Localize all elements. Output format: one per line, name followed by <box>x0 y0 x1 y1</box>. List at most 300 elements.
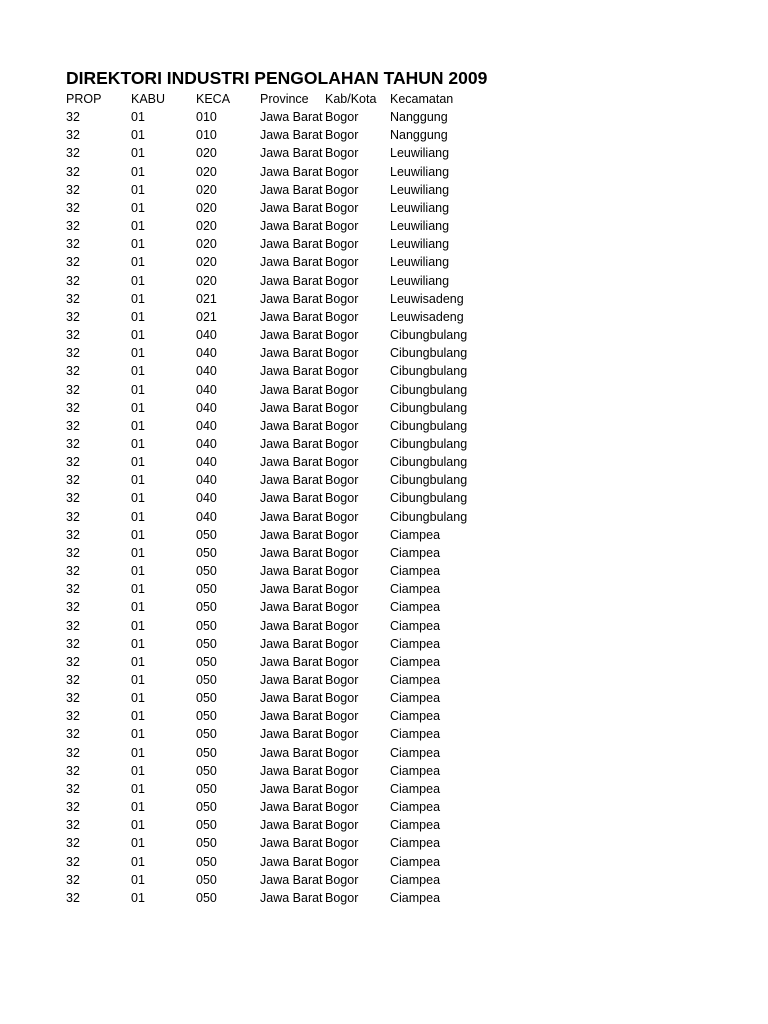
column-header-province: Province <box>260 92 309 106</box>
cell-kabu: 01 <box>131 673 145 687</box>
cell-kab-kota: Bogor <box>325 673 359 687</box>
cell-province: Jawa Barat <box>260 673 323 687</box>
table-row <box>66 489 726 507</box>
cell-kab-kota: Bogor <box>325 164 359 179</box>
cell-kabu: 01 <box>131 727 145 742</box>
cell-kab-kota: Bogor <box>325 255 359 270</box>
cell-kecamatan: Leuwiliang <box>390 182 450 197</box>
cell-kab-kota: Bogor <box>325 600 359 615</box>
cell-kecamatan: Ciampea <box>390 745 441 760</box>
cell-keca: 050 <box>196 654 217 669</box>
cell-province: Jawa Barat <box>260 618 323 633</box>
cell-kabu: 01 <box>131 890 145 905</box>
cell-prop: 32 <box>66 673 80 687</box>
cell-kabu: 01 <box>131 600 145 615</box>
cell-kabu: 01 <box>131 709 145 724</box>
cell-prop: 32 <box>66 309 80 324</box>
cell-kab-kota: Bogor <box>325 582 359 597</box>
cell-keca: 021 <box>196 291 217 306</box>
cell-prop: 32 <box>66 763 80 778</box>
cell-kabu: 01 <box>131 273 145 288</box>
table-row <box>66 725 726 743</box>
cell-kecamatan: Ciampea <box>390 600 441 615</box>
cell-kecamatan: Cibungbulang <box>390 473 468 488</box>
cell-kabu: 01 <box>131 781 145 796</box>
cell-province: Jawa Barat <box>260 328 323 343</box>
cell-prop: 32 <box>66 455 80 470</box>
cell-kab-kota: Bogor <box>325 473 359 488</box>
cell-province: Jawa Barat <box>260 382 323 397</box>
cell-kecamatan: Ciampea <box>390 527 441 542</box>
cell-keca: 050 <box>196 854 217 869</box>
cell-kecamatan: Cibungbulang <box>390 400 468 415</box>
cell-prop: 32 <box>66 654 80 669</box>
cell-kab-kota: Bogor <box>325 854 359 869</box>
cell-kab-kota: Bogor <box>325 564 359 579</box>
cell-kabu: 01 <box>131 400 145 415</box>
cell-prop: 32 <box>66 436 80 451</box>
cell-keca: 050 <box>196 582 217 597</box>
cell-prop: 32 <box>66 745 80 760</box>
table-row <box>66 290 726 308</box>
cell-kab-kota: Bogor <box>325 382 359 397</box>
cell-prop: 32 <box>66 364 80 379</box>
cell-prop: 32 <box>66 727 80 742</box>
cell-kab-kota: Bogor <box>325 545 359 560</box>
table-row <box>66 272 726 290</box>
cell-kecamatan: Ciampea <box>390 691 441 706</box>
table-row <box>66 453 726 471</box>
table-row <box>66 399 726 417</box>
table-row <box>66 508 726 526</box>
cell-keca: 010 <box>196 128 217 143</box>
cell-prop: 32 <box>66 582 80 597</box>
cell-keca: 040 <box>196 455 217 470</box>
cell-kab-kota: Bogor <box>325 745 359 760</box>
cell-keca: 040 <box>196 328 217 343</box>
cell-keca: 050 <box>196 636 217 651</box>
cell-kab-kota: Bogor <box>325 654 359 669</box>
cell-keca: 020 <box>196 146 217 161</box>
cell-keca: 040 <box>196 364 217 379</box>
column-header-kecamatan: Kecamatan <box>390 92 454 106</box>
cell-kabu: 01 <box>131 618 145 633</box>
cell-province: Jawa Barat <box>260 273 323 288</box>
cell-kecamatan: Leuwiliang <box>390 146 450 161</box>
cell-prop: 32 <box>66 800 80 815</box>
cell-prop: 32 <box>66 691 80 706</box>
cell-province: Jawa Barat <box>260 291 323 306</box>
cell-kecamatan: Cibungbulang <box>390 455 468 470</box>
cell-province: Jawa Barat <box>260 400 323 415</box>
cell-kab-kota: Bogor <box>325 364 359 379</box>
cell-prop: 32 <box>66 110 80 125</box>
cell-province: Jawa Barat <box>260 491 323 506</box>
cell-prop: 32 <box>66 418 80 433</box>
cell-keca: 050 <box>196 781 217 796</box>
cell-kecamatan: Ciampea <box>390 727 441 742</box>
cell-province: Jawa Barat <box>260 164 323 179</box>
cell-kab-kota: Bogor <box>325 309 359 324</box>
cell-province: Jawa Barat <box>260 110 323 125</box>
cell-kabu: 01 <box>131 491 145 506</box>
cell-kecamatan: Leuwisadeng <box>390 309 464 324</box>
table-row <box>66 108 726 126</box>
cell-kecamatan: Ciampea <box>390 890 441 905</box>
cell-prop: 32 <box>66 346 80 361</box>
cell-kab-kota: Bogor <box>325 291 359 306</box>
cell-province: Jawa Barat <box>260 309 323 324</box>
cell-province: Jawa Barat <box>260 200 323 215</box>
table-row <box>66 889 726 907</box>
table-row <box>66 671 726 689</box>
cell-kabu: 01 <box>131 128 145 143</box>
cell-prop: 32 <box>66 237 80 252</box>
cell-province: Jawa Barat <box>260 237 323 252</box>
cell-keca: 040 <box>196 418 217 433</box>
table-row <box>66 689 726 707</box>
cell-kab-kota: Bogor <box>325 709 359 724</box>
cell-keca: 050 <box>196 763 217 778</box>
cell-kecamatan: Cibungbulang <box>390 328 468 343</box>
cell-kab-kota: Bogor <box>325 618 359 633</box>
cell-province: Jawa Barat <box>260 255 323 270</box>
table-row <box>66 471 726 489</box>
cell-kab-kota: Bogor <box>325 237 359 252</box>
cell-prop: 32 <box>66 400 80 415</box>
cell-kabu: 01 <box>131 436 145 451</box>
cell-kab-kota: Bogor <box>325 800 359 815</box>
cell-prop: 32 <box>66 273 80 288</box>
cell-kab-kota: Bogor <box>325 128 359 143</box>
cell-keca: 020 <box>196 273 217 288</box>
cell-province: Jawa Barat <box>260 509 323 524</box>
cell-province: Jawa Barat <box>260 473 323 488</box>
cell-kabu: 01 <box>131 818 145 833</box>
cell-kabu: 01 <box>131 763 145 778</box>
cell-prop: 32 <box>66 473 80 488</box>
cell-province: Jawa Barat <box>260 854 323 869</box>
table-row <box>66 871 726 889</box>
cell-prop: 32 <box>66 545 80 560</box>
cell-prop: 32 <box>66 255 80 270</box>
cell-kab-kota: Bogor <box>325 146 359 161</box>
cell-kabu: 01 <box>131 654 145 669</box>
cell-kabu: 01 <box>131 418 145 433</box>
cell-keca: 050 <box>196 673 217 687</box>
cell-kecamatan: Ciampea <box>390 800 441 815</box>
cell-kecamatan: Ciampea <box>390 618 441 633</box>
cell-province: Jawa Barat <box>260 691 323 706</box>
cell-prop: 32 <box>66 491 80 506</box>
table-row <box>66 308 726 326</box>
cell-kecamatan: Cibungbulang <box>390 346 468 361</box>
cell-prop: 32 <box>66 200 80 215</box>
cell-prop: 32 <box>66 600 80 615</box>
cell-kecamatan: Ciampea <box>390 636 441 651</box>
cell-prop: 32 <box>66 872 80 887</box>
table-row <box>66 326 726 344</box>
cell-province: Jawa Barat <box>260 654 323 669</box>
cell-kecamatan: Ciampea <box>390 854 441 869</box>
cell-kabu: 01 <box>131 800 145 815</box>
column-header-kab-kota: Kab/Kota <box>325 92 377 106</box>
cell-prop: 32 <box>66 709 80 724</box>
cell-province: Jawa Barat <box>260 364 323 379</box>
cell-keca: 040 <box>196 400 217 415</box>
cell-kabu: 01 <box>131 636 145 651</box>
cell-kab-kota: Bogor <box>325 727 359 742</box>
cell-province: Jawa Barat <box>260 872 323 887</box>
cell-prop: 32 <box>66 854 80 869</box>
table-row <box>66 217 726 235</box>
cell-kabu: 01 <box>131 164 145 179</box>
cell-kecamatan: Leuwiliang <box>390 255 450 270</box>
cell-prop: 32 <box>66 527 80 542</box>
cell-kecamatan: Cibungbulang <box>390 436 468 451</box>
cell-prop: 32 <box>66 128 80 143</box>
cell-prop: 32 <box>66 890 80 905</box>
table-row <box>66 707 726 725</box>
cell-kabu: 01 <box>131 364 145 379</box>
cell-province: Jawa Barat <box>260 709 323 724</box>
cell-kabu: 01 <box>131 854 145 869</box>
column-header-prop: PROP <box>66 92 102 106</box>
table-row <box>66 617 726 635</box>
cell-kab-kota: Bogor <box>325 491 359 506</box>
table-row <box>66 544 726 562</box>
table-row <box>66 163 726 181</box>
cell-kab-kota: Bogor <box>325 273 359 288</box>
cell-kecamatan: Cibungbulang <box>390 364 468 379</box>
table-row <box>66 144 726 162</box>
cell-province: Jawa Barat <box>260 890 323 905</box>
cell-kabu: 01 <box>131 872 145 887</box>
directory-table <box>66 90 726 907</box>
cell-kecamatan: Nanggung <box>390 128 448 143</box>
cell-kabu: 01 <box>131 509 145 524</box>
cell-kabu: 01 <box>131 564 145 579</box>
column-header-keca: KECA <box>196 92 231 106</box>
cell-kabu: 01 <box>131 455 145 470</box>
cell-prop: 32 <box>66 564 80 579</box>
table-row <box>66 562 726 580</box>
cell-keca: 020 <box>196 237 217 252</box>
cell-kabu: 01 <box>131 836 145 851</box>
cell-kab-kota: Bogor <box>325 527 359 542</box>
cell-kabu: 01 <box>131 309 145 324</box>
cell-keca: 050 <box>196 890 217 905</box>
cell-kabu: 01 <box>131 182 145 197</box>
cell-kab-kota: Bogor <box>325 890 359 905</box>
cell-kab-kota: Bogor <box>325 781 359 796</box>
cell-kecamatan: Ciampea <box>390 673 441 687</box>
cell-keca: 040 <box>196 346 217 361</box>
table-row <box>66 417 726 435</box>
cell-prop: 32 <box>66 836 80 851</box>
cell-province: Jawa Barat <box>260 836 323 851</box>
cell-kecamatan: Leuwiliang <box>390 219 450 234</box>
cell-keca: 050 <box>196 600 217 615</box>
table-row <box>66 362 726 380</box>
cell-kabu: 01 <box>131 745 145 760</box>
cell-kabu: 01 <box>131 691 145 706</box>
cell-kecamatan: Leuwisadeng <box>390 291 464 306</box>
table-row <box>66 435 726 453</box>
cell-kecamatan: Leuwiliang <box>390 200 450 215</box>
cell-kecamatan: Ciampea <box>390 582 441 597</box>
cell-keca: 020 <box>196 164 217 179</box>
cell-keca: 050 <box>196 745 217 760</box>
cell-province: Jawa Barat <box>260 600 323 615</box>
table-row <box>66 635 726 653</box>
cell-kecamatan: Ciampea <box>390 763 441 778</box>
cell-kecamatan: Ciampea <box>390 545 441 560</box>
table-row <box>66 798 726 816</box>
cell-kecamatan: Nanggung <box>390 110 448 125</box>
cell-keca: 020 <box>196 200 217 215</box>
cell-province: Jawa Barat <box>260 636 323 651</box>
cell-kecamatan: Leuwiliang <box>390 273 450 288</box>
cell-kecamatan: Leuwiliang <box>390 237 450 252</box>
cell-kab-kota: Bogor <box>325 219 359 234</box>
table-row <box>66 381 726 399</box>
cell-province: Jawa Barat <box>260 436 323 451</box>
cell-kab-kota: Bogor <box>325 836 359 851</box>
cell-prop: 32 <box>66 509 80 524</box>
cell-kecamatan: Leuwiliang <box>390 164 450 179</box>
cell-kecamatan: Ciampea <box>390 709 441 724</box>
cell-keca: 050 <box>196 527 217 542</box>
cell-kecamatan: Ciampea <box>390 872 441 887</box>
cell-province: Jawa Barat <box>260 455 323 470</box>
cell-kab-kota: Bogor <box>325 110 359 125</box>
cell-kecamatan: Ciampea <box>390 836 441 851</box>
cell-prop: 32 <box>66 182 80 197</box>
cell-kecamatan: Ciampea <box>390 781 441 796</box>
cell-kabu: 01 <box>131 146 145 161</box>
cell-keca: 050 <box>196 691 217 706</box>
cell-kabu: 01 <box>131 473 145 488</box>
cell-keca: 020 <box>196 255 217 270</box>
cell-kecamatan: Ciampea <box>390 564 441 579</box>
cell-province: Jawa Barat <box>260 418 323 433</box>
cell-kabu: 01 <box>131 545 145 560</box>
table-row <box>66 853 726 871</box>
cell-kab-kota: Bogor <box>325 763 359 778</box>
cell-province: Jawa Barat <box>260 564 323 579</box>
cell-kabu: 01 <box>131 527 145 542</box>
cell-prop: 32 <box>66 146 80 161</box>
cell-province: Jawa Barat <box>260 128 323 143</box>
cell-kab-kota: Bogor <box>325 182 359 197</box>
cell-kabu: 01 <box>131 219 145 234</box>
cell-province: Jawa Barat <box>260 545 323 560</box>
table-row <box>66 762 726 780</box>
cell-kabu: 01 <box>131 291 145 306</box>
cell-province: Jawa Barat <box>260 219 323 234</box>
table-row <box>66 816 726 834</box>
cell-keca: 040 <box>196 491 217 506</box>
cell-keca: 040 <box>196 382 217 397</box>
cell-province: Jawa Barat <box>260 727 323 742</box>
cell-province: Jawa Barat <box>260 346 323 361</box>
table-row <box>66 235 726 253</box>
cell-keca: 010 <box>196 110 217 125</box>
cell-province: Jawa Barat <box>260 745 323 760</box>
cell-kecamatan: Ciampea <box>390 818 441 833</box>
cell-province: Jawa Barat <box>260 182 323 197</box>
cell-province: Jawa Barat <box>260 818 323 833</box>
cell-kab-kota: Bogor <box>325 200 359 215</box>
cell-keca: 040 <box>196 473 217 488</box>
cell-province: Jawa Barat <box>260 527 323 542</box>
column-header-kabu: KABU <box>131 92 166 106</box>
cell-keca: 020 <box>196 219 217 234</box>
cell-province: Jawa Barat <box>260 146 323 161</box>
cell-kabu: 01 <box>131 382 145 397</box>
cell-kab-kota: Bogor <box>325 509 359 524</box>
cell-prop: 32 <box>66 636 80 651</box>
cell-kabu: 01 <box>131 255 145 270</box>
cell-province: Jawa Barat <box>260 781 323 796</box>
table-row <box>66 199 726 217</box>
cell-keca: 050 <box>196 800 217 815</box>
cell-prop: 32 <box>66 382 80 397</box>
cell-kecamatan: Ciampea <box>390 654 441 669</box>
cell-kabu: 01 <box>131 110 145 125</box>
cell-prop: 32 <box>66 164 80 179</box>
cell-kecamatan: Cibungbulang <box>390 382 468 397</box>
cell-kab-kota: Bogor <box>325 872 359 887</box>
cell-kab-kota: Bogor <box>325 455 359 470</box>
cell-kabu: 01 <box>131 328 145 343</box>
cell-kab-kota: Bogor <box>325 346 359 361</box>
cell-keca: 050 <box>196 564 217 579</box>
table-row <box>66 744 726 762</box>
cell-kabu: 01 <box>131 582 145 597</box>
cell-prop: 32 <box>66 618 80 633</box>
cell-kab-kota: Bogor <box>325 691 359 706</box>
cell-keca: 050 <box>196 618 217 633</box>
cell-kecamatan: Cibungbulang <box>390 491 468 506</box>
table-header-row <box>66 90 726 108</box>
cell-kab-kota: Bogor <box>325 636 359 651</box>
document-title: DIREKTORI INDUSTRI PENGOLAHAN TAHUN 2009 <box>66 68 488 88</box>
cell-prop: 32 <box>66 328 80 343</box>
cell-kab-kota: Bogor <box>325 818 359 833</box>
cell-kabu: 01 <box>131 346 145 361</box>
cell-province: Jawa Barat <box>260 800 323 815</box>
cell-kecamatan: Cibungbulang <box>390 509 468 524</box>
table-row <box>66 780 726 798</box>
cell-keca: 050 <box>196 727 217 742</box>
cell-province: Jawa Barat <box>260 763 323 778</box>
cell-keca: 020 <box>196 182 217 197</box>
cell-keca: 040 <box>196 509 217 524</box>
table-row <box>66 181 726 199</box>
table-row <box>66 526 726 544</box>
cell-keca: 021 <box>196 309 217 324</box>
table-row <box>66 598 726 616</box>
cell-keca: 050 <box>196 836 217 851</box>
table-row <box>66 653 726 671</box>
cell-kab-kota: Bogor <box>325 400 359 415</box>
table-row <box>66 126 726 144</box>
cell-keca: 050 <box>196 709 217 724</box>
cell-kab-kota: Bogor <box>325 328 359 343</box>
cell-keca: 050 <box>196 545 217 560</box>
